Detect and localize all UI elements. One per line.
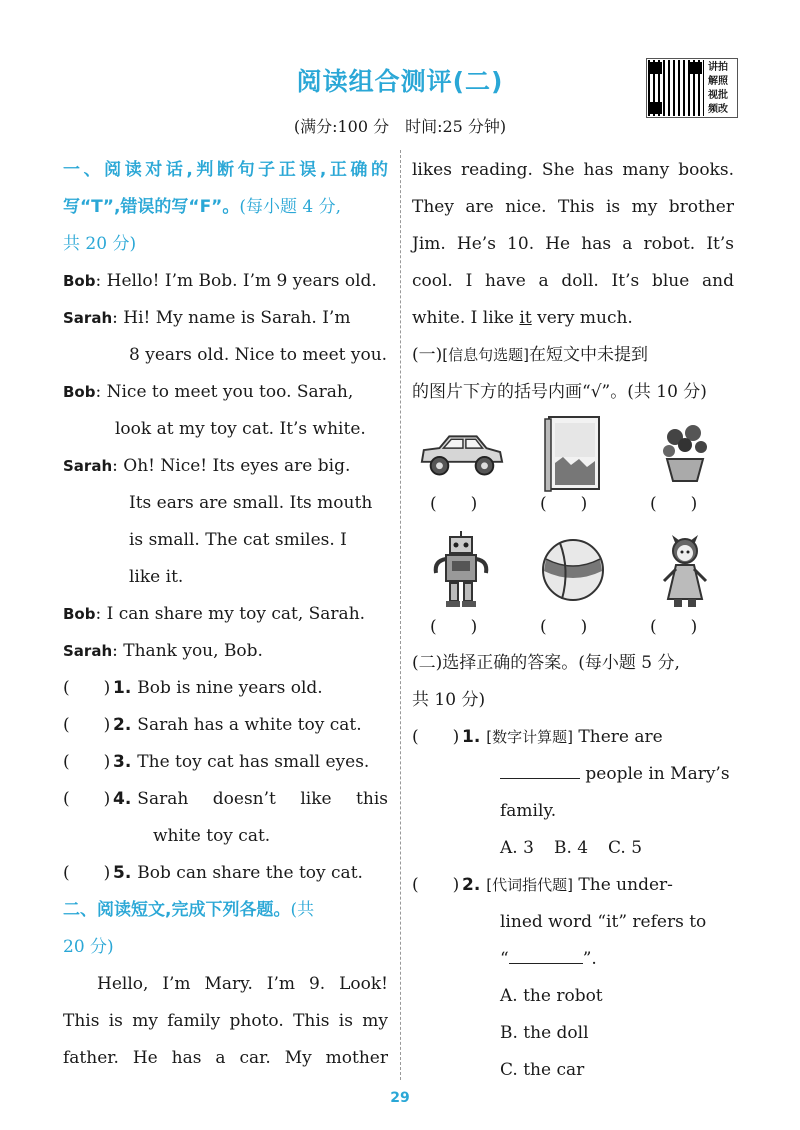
page-number: 29 [390, 1090, 410, 1106]
answer-paren[interactable]: ( ) [63, 678, 111, 698]
answer-paren[interactable]: ( ) [430, 617, 478, 637]
dialogue-text: Thank you, Bob. [123, 641, 263, 661]
passage-line: likes reading. She has many books. [412, 160, 734, 180]
speaker-name: Bob [63, 272, 96, 290]
answer-paren[interactable]: ( ) [540, 617, 588, 637]
answer-paren[interactable]: ( ) [430, 494, 478, 514]
tf-statement [63, 855, 388, 892]
passage-line: They are nice. This is my brother [412, 197, 734, 217]
statement-number: 4. [113, 789, 132, 809]
dialogue-line: like it. [129, 567, 184, 587]
answer-paren[interactable]: ( ) [650, 494, 698, 514]
question-number: 2. [462, 875, 481, 895]
section1-points: (每小题 4 分, [239, 197, 342, 217]
plant-icon [640, 419, 730, 489]
qr-label: 批 [718, 90, 728, 101]
section1-points-total: 共 20 分) [63, 234, 137, 254]
picture-row [412, 419, 734, 489]
dialogue-line: Its ears are small. Its mouth [129, 493, 373, 513]
column-divider [400, 150, 401, 1080]
section2-heading-line1 [63, 892, 388, 929]
section2-heading-line2 [63, 929, 388, 966]
statement-text: Sarah doesn’t like this [137, 789, 388, 809]
part2-instruction-line2: 共 10 分) [412, 690, 486, 710]
statement-text: The toy cat has small eyes. [137, 752, 370, 772]
answer-paren[interactable]: ( ) [63, 863, 111, 883]
speaker-name: Sarah [63, 457, 113, 475]
robot-icon [416, 528, 506, 612]
statement-number: 1. [113, 678, 132, 698]
passage-line: Hello, I’m Mary. I’m 9. Look! [97, 974, 388, 994]
picture-row [412, 528, 734, 612]
score-time-info: (满分:100 分 时间:25 分钟) [293, 117, 507, 136]
answer-paren[interactable]: ( ) [63, 752, 111, 772]
answer-paren[interactable]: ( ) [63, 715, 111, 735]
dialogue-line: Sarah: Hi! My name is Sarah. I’m [63, 308, 351, 328]
dialogue-text: I can share my toy cat, Sarah. [106, 604, 366, 624]
statement-number: 3. [113, 752, 132, 772]
option-b[interactable]: B. 4 [554, 838, 589, 858]
car-icon [416, 419, 506, 489]
part1-instruction-line1 [412, 337, 734, 374]
question-line [412, 756, 734, 793]
passage-line-last [412, 300, 734, 337]
qr-labels [705, 59, 730, 117]
dialogue-line: 8 years old. Nice to meet you. [129, 345, 388, 365]
dialogue-line: Bob: Nice to meet you too. Sarah, [63, 382, 354, 402]
tf-statement [63, 781, 388, 818]
question-text: The under- [578, 875, 673, 895]
dialogue-line: Bob: I can share my toy cat, Sarah. [63, 604, 366, 624]
qr-label: 视 [708, 90, 718, 101]
speaker-name: Bob [63, 605, 96, 623]
option-c[interactable]: C. the car [500, 1060, 585, 1080]
ball-icon [528, 528, 618, 612]
qr-label: 频 [708, 104, 718, 115]
section2-heading-text: 二、阅读短文,完成下列各题。 [63, 900, 291, 920]
qr-label: 解 [708, 76, 718, 87]
dialogue-text: Hello! I’m Bob. I’m 9 years old. [106, 271, 377, 291]
qr-label: 改 [718, 104, 728, 115]
mc-question-1 [412, 719, 734, 756]
section1-heading-text: 写“T”,错误的写“F”。 [63, 197, 240, 217]
passage-line: cool. I have a doll. It’s blue and [412, 271, 734, 291]
dialogue-line: Bob: Hello! I’m Bob. I’m 9 years old. [63, 271, 377, 291]
section2-points-total: 20 分) [63, 937, 114, 957]
question-text: There are [578, 727, 663, 747]
quote-close: ”. [582, 949, 597, 969]
underlined-word: it [519, 308, 532, 328]
options-row [412, 830, 734, 867]
answer-blank[interactable] [500, 760, 580, 779]
question-line: family. [500, 801, 557, 821]
book-icon [528, 419, 618, 489]
answer-paren[interactable]: ( ) [412, 875, 460, 895]
left-column [63, 152, 388, 1077]
speaker-name: Sarah [63, 309, 113, 327]
question-line: lined word “it” refers to [500, 912, 707, 932]
answer-paren[interactable]: ( ) [63, 789, 111, 809]
tf-statement [63, 744, 388, 781]
part2-instruction-line1: (二)选择正确的答案。(每小题 5 分, [412, 653, 680, 673]
dialogue-line: Sarah: Oh! Nice! Its eyes are big. [63, 456, 351, 476]
speaker-name: Bob [63, 383, 96, 401]
dialogue-text: Nice to meet you too. Sarah, [106, 382, 354, 402]
right-column [412, 152, 734, 1089]
tf-statement [63, 670, 388, 707]
speaker-name: Sarah [63, 642, 113, 660]
passage-line: This is my family photo. This is my [63, 1011, 388, 1031]
question-number: 1. [462, 727, 481, 747]
section1-heading-line2 [63, 189, 388, 226]
qr-label: 照 [718, 76, 728, 87]
option-a[interactable]: A. the robot [500, 986, 603, 1006]
answer-blank[interactable] [509, 945, 583, 964]
statement-text: Bob can share the toy cat. [137, 863, 363, 883]
passage-text: very much. [531, 308, 633, 328]
qr-label: 拍 [718, 62, 728, 73]
part1-text: 在短文中未提到 [528, 345, 648, 365]
statement-number: 2. [113, 715, 132, 735]
question-type-tag: [代词指代题] [486, 876, 574, 894]
dialogue-text: Oh! Nice! Its eyes are big. [123, 456, 351, 476]
part1-prefix: (一) [412, 345, 443, 365]
section1-heading-line1: 一、阅读对话,判断句子正误,正确的 [63, 160, 388, 180]
answer-paren[interactable]: ( ) [650, 617, 698, 637]
tf-statement [63, 707, 388, 744]
qr-label: 讲 [708, 62, 718, 73]
question-type-tag: [数字计算题] [486, 728, 574, 746]
passage-line: father. He has a car. My mother [63, 1048, 388, 1068]
option-a[interactable]: A. 3 [500, 838, 534, 858]
section1-heading-line3 [63, 226, 388, 263]
statement-text: Bob is nine years old. [137, 678, 323, 698]
passage-text: white. I like [412, 308, 520, 328]
answer-paren-row [412, 612, 734, 637]
dialogue-line: look at my toy cat. It’s white. [115, 419, 366, 439]
qr-code-icon[interactable] [648, 60, 704, 116]
statement-continuation: white toy cat. [153, 826, 271, 846]
part1-instruction-line2: 的图片下方的括号内画“√”。(共 10 分) [412, 382, 707, 402]
statement-number: 5. [113, 863, 132, 883]
doll-icon [640, 528, 730, 612]
answer-paren[interactable]: ( ) [540, 494, 588, 514]
option-b[interactable]: B. the doll [500, 1023, 589, 1043]
quote-open: “ [500, 949, 509, 969]
answer-paren-row [412, 489, 734, 514]
question-type-tag: [信息句选题] [442, 346, 529, 364]
section2-points: (共 [290, 900, 315, 920]
dialogue-line: is small. The cat smiles. I [129, 530, 347, 550]
option-c[interactable]: C. 5 [608, 838, 643, 858]
dialogue-line: Sarah: Thank you, Bob. [63, 641, 263, 661]
question-text: people in Mary’s [585, 764, 730, 784]
passage-line: Jim. He’s 10. He has a robot. It’s [412, 234, 734, 254]
page-title: 阅读组合测评(二) [296, 67, 504, 96]
answer-paren[interactable]: ( ) [412, 727, 460, 747]
statement-text: Sarah has a white toy cat. [137, 715, 362, 735]
dialogue-text: Hi! My name is Sarah. I’m [123, 308, 351, 328]
mc-question-2 [412, 867, 734, 904]
qr-code-box[interactable] [646, 58, 738, 118]
question-line [412, 941, 734, 978]
